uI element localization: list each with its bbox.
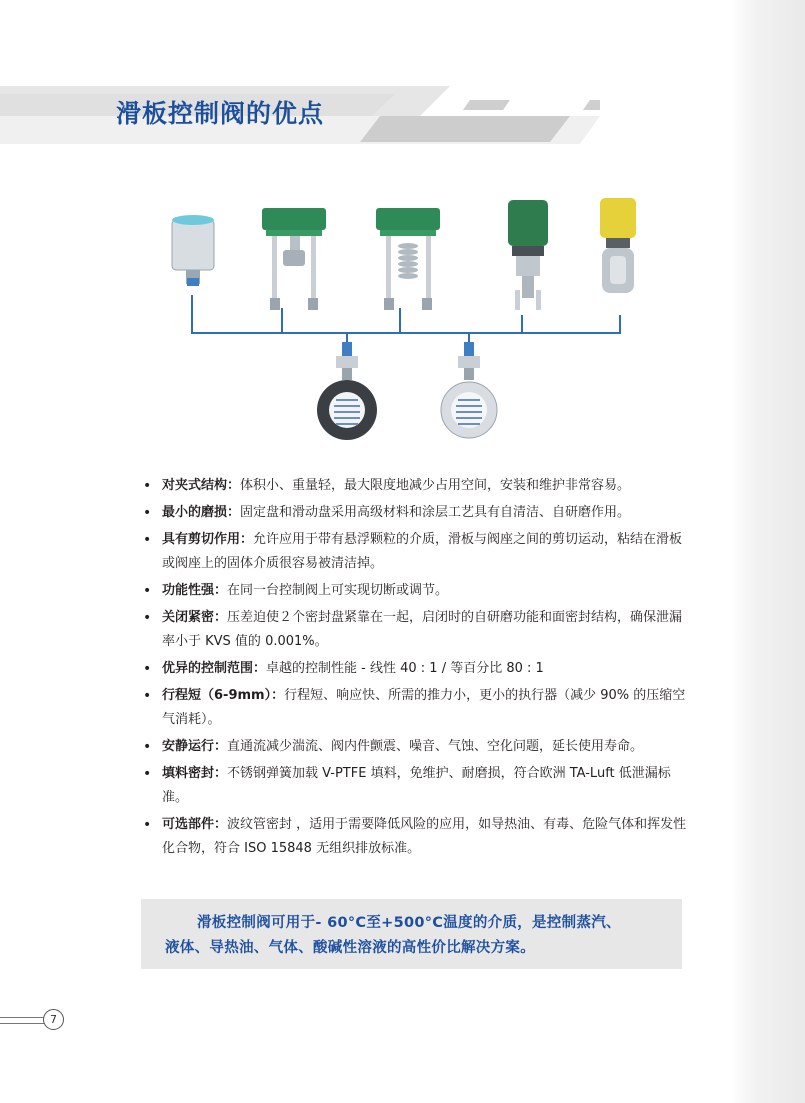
list-item bbox=[140, 657, 688, 681]
item-term: 关闭紧密： bbox=[162, 610, 228, 625]
list-item bbox=[140, 474, 688, 498]
item-text: 不锈钢弹簧加载 V-PTFE 填料，免维护、耐磨损，符合欧洲 TA-Luft 低泄漏标准。 bbox=[162, 766, 671, 805]
item-text: 直通流减少湍流、阀内件颤震、噪音、气蚀、空化问题，延长使用寿命。 bbox=[227, 739, 644, 754]
item-term: 最小的磨损： bbox=[162, 505, 241, 520]
item-term: 对夹式结构： bbox=[162, 478, 241, 493]
page-number: 7 bbox=[43, 1009, 64, 1030]
bullet-icon: • bbox=[143, 688, 152, 704]
bullet-icon: • bbox=[143, 766, 152, 782]
item-term: 功能性强： bbox=[162, 583, 228, 598]
bullet-icon: • bbox=[143, 661, 152, 677]
summary-line-1: 滑板控制阀可用于- 60°C至+500°C温度的介质，是控制蒸汽、 bbox=[197, 915, 621, 931]
list-item bbox=[140, 528, 688, 576]
bullet-icon: • bbox=[143, 583, 152, 599]
list-item bbox=[140, 813, 688, 861]
item-text: 在同一台控制阀上可实现切断或调节。 bbox=[227, 583, 449, 598]
bullet-icon: • bbox=[143, 505, 152, 521]
summary-box bbox=[141, 899, 682, 969]
page-number-rule bbox=[0, 1017, 44, 1024]
cylinder-actuator bbox=[172, 215, 214, 286]
bullet-icon: • bbox=[143, 610, 152, 626]
item-term: 具有剪切作用： bbox=[162, 532, 254, 547]
wafer-type-slide-valve bbox=[441, 342, 497, 438]
yellow-electric-actuator bbox=[600, 198, 636, 293]
item-term: 安静运行： bbox=[162, 739, 228, 754]
item-text: 卓越的控制性能 - 线性 40 : 1 / 等百分比 80 : 1 bbox=[266, 661, 544, 676]
green-pneumatic-actuator-2 bbox=[376, 208, 440, 310]
bullet-icon: • bbox=[143, 478, 152, 494]
page-edge-shadow bbox=[730, 0, 805, 1103]
bullet-icon: • bbox=[143, 739, 152, 755]
list-item bbox=[140, 501, 688, 525]
list-item bbox=[140, 606, 688, 654]
item-term: 填料密封： bbox=[162, 766, 228, 781]
item-text: 压差迫使２个密封盘紧靠在一起，启闭时的自研磨功能和面密封结构，确保泄漏率小于 KVS 值的 0.001%。 bbox=[162, 610, 683, 649]
item-text: 允许应用于带有悬浮颗粒的介质，滑板与阀座之间的剪切运动，粘结在滑板或阀座上的固体介质很容易被清洁掉。 bbox=[162, 532, 683, 571]
item-text: 波纹管密封 ，适用于需要降低风险的应用，如导热油、有毒、危险气体和挥发性化合物，符合 ISO 15848 无组织排放标准。 bbox=[162, 817, 687, 856]
list-item bbox=[140, 579, 688, 603]
advantages-list bbox=[140, 474, 688, 864]
lug-type-slide-valve bbox=[317, 342, 377, 440]
page-title: 滑板控制阀的优点 bbox=[116, 99, 325, 128]
item-text: 行程短、响应快、所需的推力小，更小的执行器（减少 90% 的压缩空气消耗）。 bbox=[162, 688, 686, 727]
bullet-icon: • bbox=[143, 532, 152, 548]
list-item bbox=[140, 762, 688, 810]
summary-line-2: 液体、导热油、气体、酸碱性溶液的高性价比解决方案。 bbox=[165, 940, 535, 956]
item-term: 优异的控制范围： bbox=[162, 661, 267, 676]
list-item bbox=[140, 735, 688, 759]
list-item bbox=[140, 684, 688, 732]
green-electric-actuator bbox=[508, 200, 548, 310]
item-text: 体积小、重量轻，最大限度地减少占用空间，安装和维护非常容易。 bbox=[240, 478, 631, 493]
item-text: 固定盘和滑动盘采用高级材料和涂层工艺具有自清洁、自研磨作用。 bbox=[240, 505, 631, 520]
item-term: 可选部件： bbox=[162, 817, 228, 832]
bullet-icon: • bbox=[143, 817, 152, 833]
green-pneumatic-actuator-1 bbox=[262, 208, 326, 310]
item-term: 行程短（6-9mm）： bbox=[162, 688, 285, 703]
valve-actuator-diagram bbox=[150, 190, 650, 450]
